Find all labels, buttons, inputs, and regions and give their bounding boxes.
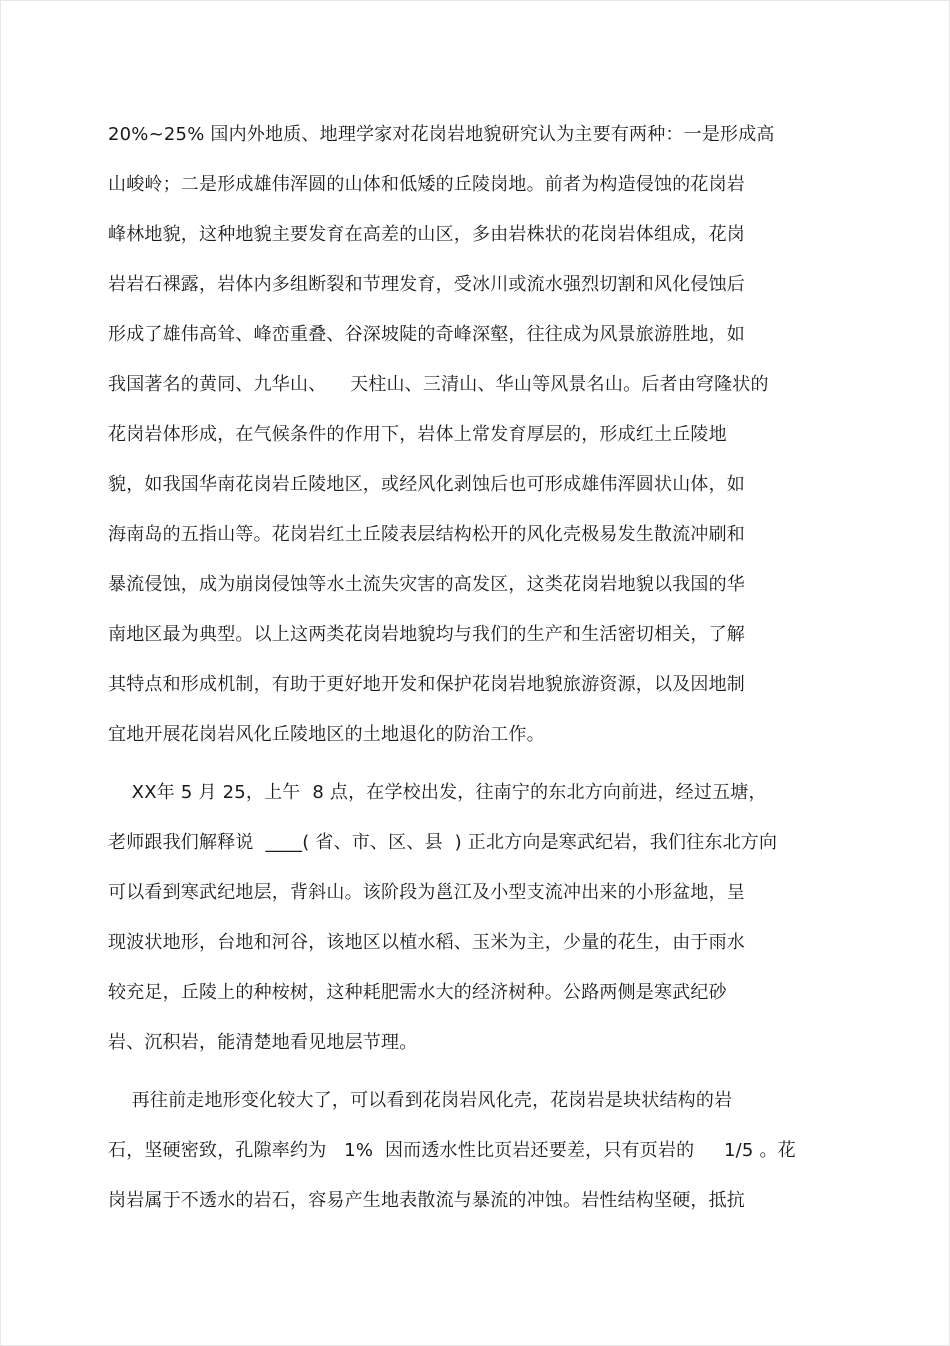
text-line: 再往前走地形变化较大了，可以看到花岗岩风化壳，花岗岩是块状结构的岩 <box>108 1090 733 1111</box>
text-line: 岗岩属于不透水的岩石，容易产生地表散流与暴流的冲蚀。岩性结构坚硬，抵抗 <box>108 1190 745 1211</box>
text-line: 老师跟我们解释说 ____( 省、市、区、县 ) 正北方向是寒武纪岩，我们往东北方向 <box>108 832 778 853</box>
text-line: 暴流侵蚀，成为崩岗侵蚀等水土流失灾害的高发区，这类花岗岩地貌以我国的华 <box>108 574 745 595</box>
text-line: 我国著名的黄同、九华山、 天柱山、三清山、华山等风景名山。后者由穹隆状的 <box>108 374 769 395</box>
text-line: 较充足，丘陵上的种桉树，这种耗肥需水大的经济树种。公路两侧是寒武纪砂 <box>108 982 727 1003</box>
text-line: 花岗岩体形成，在气候条件的作用下，岩体上常发育厚层的，形成红土丘陵地 <box>108 424 727 445</box>
text-line: 石，坚硬密致，孔隙率约为 1% 因而透水性比页岩还要差，只有页岩的 1/5 。花 <box>108 1140 796 1161</box>
text-line: 宜地开展花岗岩风化丘陵地区的土地退化的防治工作。 <box>108 724 545 745</box>
text-line: 貌，如我国华南花岗岩丘陵地区，或经风化剥蚀后也可形成雄伟浑圆状山体，如 <box>108 474 745 495</box>
text-line: 海南岛的五指山等。花岗岩红土丘陵表层结构松开的风化壳极易发生散流冲刷和 <box>108 524 745 545</box>
text-line: 其特点和形成机制，有助于更好地开发和保护花岗岩地貌旅游资源，以及因地制 <box>108 674 745 695</box>
text-line: 20%~25% 国内外地质、地理学家对花岗岩地貌研究认为主要有两种：一是形成高 <box>108 124 775 145</box>
text-line: 山峻岭；二是形成雄伟浑圆的山体和低矮的丘陵岗地。前者为构造侵蚀的花岗岩 <box>108 174 745 195</box>
text-line: 现波状地形，台地和河谷，该地区以植水稻、玉米为主，少量的花生，由于雨水 <box>108 932 745 953</box>
text-line: XX年 5 月 25，上午 8 点，在学校出发，往南宁的东北方向前进，经过五塘， <box>108 782 767 803</box>
text-line: 可以看到寒武纪地层，背斜山。该阶段为邕江及小型支流冲出来的小形盆地，呈 <box>108 882 745 903</box>
text-line: 岩岩石裸露，岩体内多组断裂和节理发育，受冰川或流水强烈切割和风化侵蚀后 <box>108 274 745 295</box>
text-line: 岩、沉积岩，能清楚地看见地层节理。 <box>108 1032 418 1053</box>
text-line: 形成了雄伟高耸、峰峦重叠、谷深坡陡的奇峰深壑，往往成为风景旅游胜地，如 <box>108 324 745 345</box>
text-line: 峰林地貌，这种地貌主要发育在高差的山区，多由岩株状的花岗岩体组成，花岗 <box>108 224 745 245</box>
text-line: 南地区最为典型。以上这两类花岗岩地貌均与我们的生产和生活密切相关，了解 <box>108 624 745 645</box>
